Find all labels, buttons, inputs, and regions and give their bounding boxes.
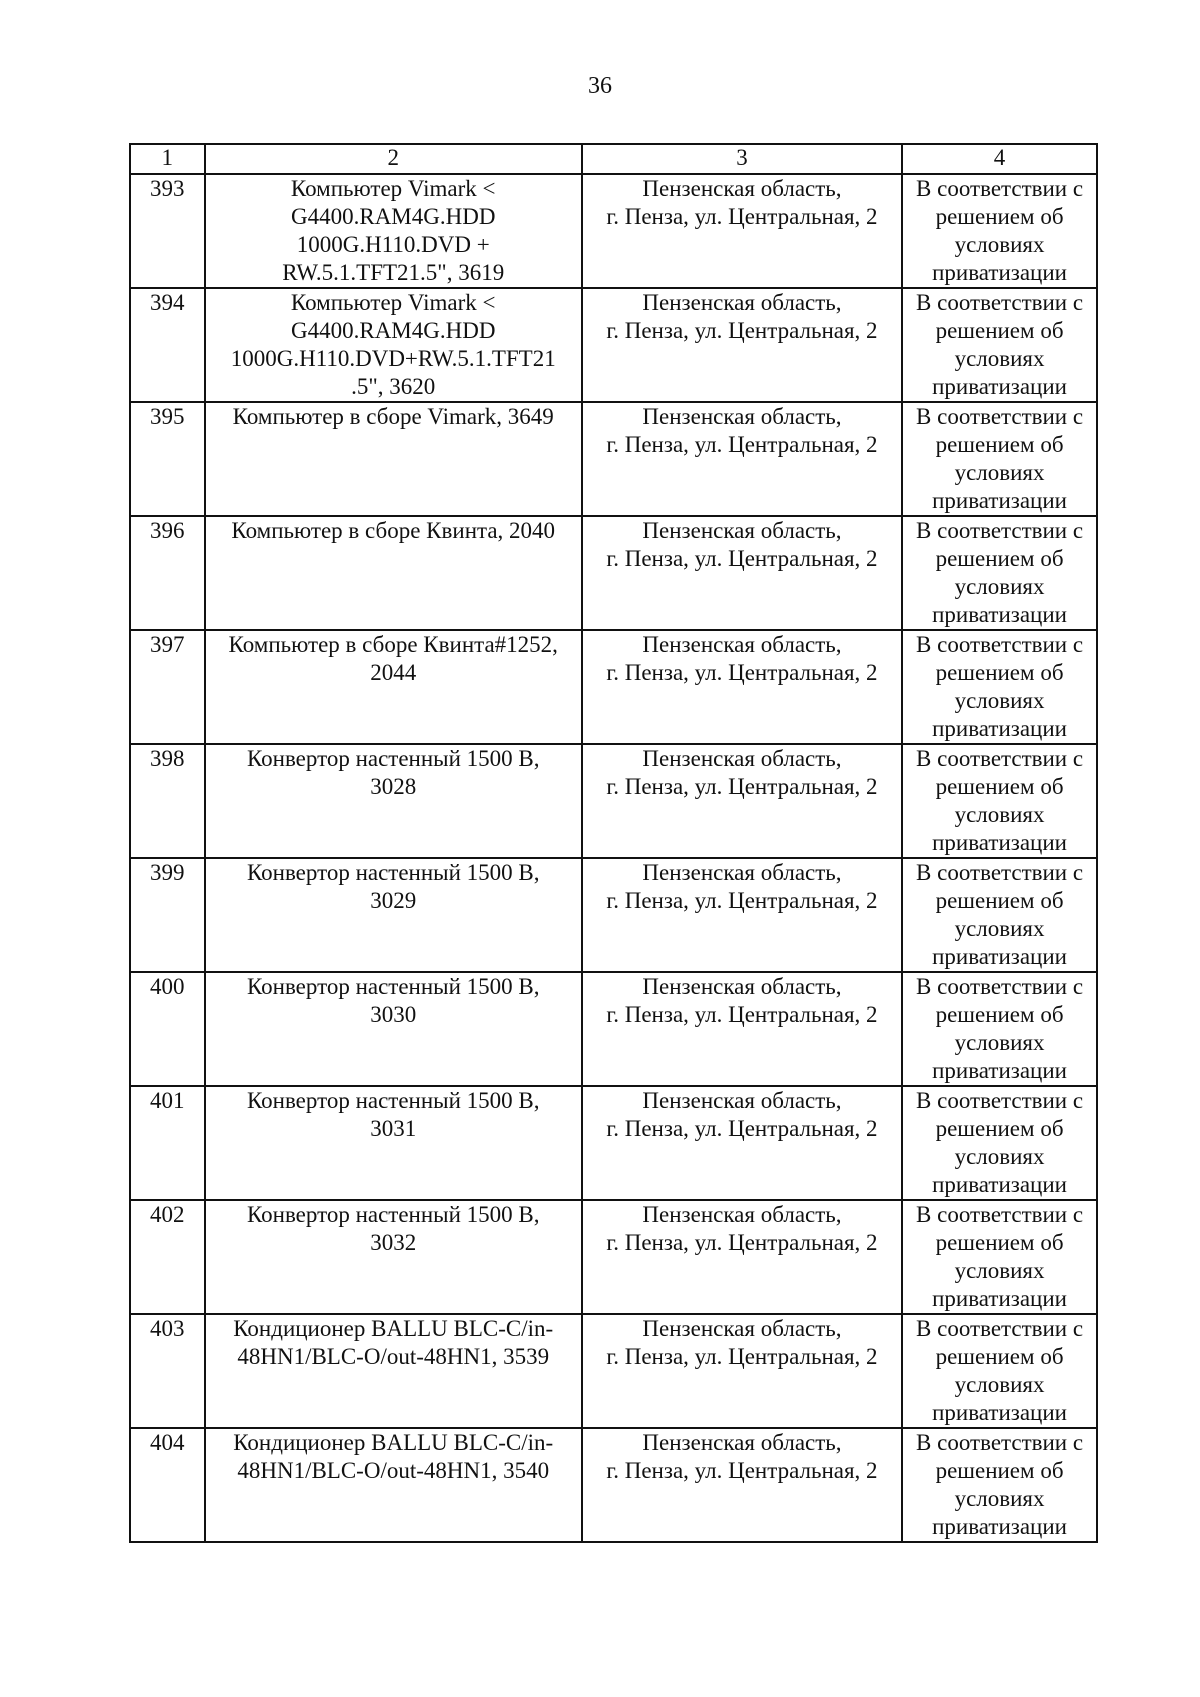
- condition-cell: [902, 744, 1097, 858]
- page-number: 36: [588, 73, 612, 99]
- condition-cell: [902, 1200, 1097, 1314]
- row-number-cell: [130, 1314, 205, 1428]
- location-cell: [582, 1086, 902, 1200]
- row-number-cell-text: 395: [150, 404, 185, 429]
- row-number-cell-text: 398: [150, 746, 185, 771]
- table-row: [130, 174, 1097, 288]
- item-name-cell-text: Компьютер в сборе Квинта, 2040: [231, 518, 556, 543]
- item-name-cell: [205, 1428, 582, 1542]
- row-number-cell: [130, 174, 205, 288]
- item-name-cell-text: Конвертор настенный 1500 В, 3031: [246, 1088, 540, 1141]
- condition-cell-text: В соответствии с решением об условиях приватизации: [916, 290, 1084, 399]
- item-name-cell: [205, 1314, 582, 1428]
- row-number-cell-text: 399: [150, 860, 185, 885]
- condition-cell-text: В соответствии с решением об условиях приватизации: [916, 1430, 1084, 1539]
- item-name-cell: [205, 1086, 582, 1200]
- item-name-cell-text: Конвертор настенный 1500 В, 3032: [246, 1202, 540, 1255]
- table-row: [130, 1200, 1097, 1314]
- table-row: [130, 1314, 1097, 1428]
- column-header-2: 2: [205, 144, 582, 174]
- row-number-cell: [130, 972, 205, 1086]
- location-cell: [582, 1428, 902, 1542]
- location-cell-text: Пензенская область, г. Пенза, ул. Центральная, 2: [606, 290, 878, 343]
- row-number-cell-text: 404: [150, 1430, 185, 1455]
- item-name-cell: [205, 174, 582, 288]
- condition-cell-text: В соответствии с решением об условиях приватизации: [916, 1088, 1084, 1197]
- condition-cell-text: В соответствии с решением об условиях приватизации: [916, 1316, 1084, 1425]
- location-cell-text: Пензенская область, г. Пенза, ул. Центральная, 2: [606, 1430, 878, 1483]
- item-name-cell: [205, 1200, 582, 1314]
- table-row: [130, 516, 1097, 630]
- item-name-cell: [205, 630, 582, 744]
- row-number-cell: [130, 1086, 205, 1200]
- condition-cell: [902, 402, 1097, 516]
- location-cell-text: Пензенская область, г. Пенза, ул. Центральная, 2: [606, 518, 878, 571]
- location-cell-text: Пензенская область, г. Пенза, ул. Центральная, 2: [606, 404, 878, 457]
- location-cell-text: Пензенская область, г. Пенза, ул. Центральная, 2: [606, 1088, 878, 1141]
- location-cell: [582, 174, 902, 288]
- item-name-cell-text: Компьютер Vimark < G4400.RAM4G.HDD 1000G.H110.DVD + RW.5.1.TFT21.5", 3619: [282, 176, 505, 285]
- table-row: [130, 630, 1097, 744]
- table-body: [130, 144, 1097, 1542]
- condition-cell: [902, 288, 1097, 402]
- condition-cell: [902, 174, 1097, 288]
- location-cell: [582, 288, 902, 402]
- location-cell-text: Пензенская область, г. Пенза, ул. Центральная, 2: [606, 176, 878, 229]
- row-number-cell-text: 397: [150, 632, 185, 657]
- table-header-row: [130, 144, 1097, 174]
- condition-cell: [902, 1428, 1097, 1542]
- item-name-cell: [205, 288, 582, 402]
- property-table: [129, 143, 1098, 1543]
- column-header-3: 3: [582, 144, 902, 174]
- table-row: [130, 402, 1097, 516]
- location-cell: [582, 972, 902, 1086]
- item-name-cell-text: Конвертор настенный 1500 В, 3030: [246, 974, 540, 1027]
- condition-cell-text: В соответствии с решением об условиях приватизации: [916, 176, 1084, 285]
- row-number-cell-text: 403: [150, 1316, 185, 1341]
- condition-cell: [902, 516, 1097, 630]
- location-cell: [582, 1200, 902, 1314]
- table-row: [130, 858, 1097, 972]
- row-number-cell: [130, 402, 205, 516]
- row-number-cell: [130, 1200, 205, 1314]
- item-name-cell: [205, 402, 582, 516]
- row-number-cell-text: 396: [150, 518, 185, 543]
- location-cell: [582, 858, 902, 972]
- item-name-cell: [205, 972, 582, 1086]
- location-cell-text: Пензенская область, г. Пенза, ул. Центральная, 2: [606, 632, 878, 685]
- condition-cell-text: В соответствии с решением об условиях приватизации: [916, 746, 1084, 855]
- row-number-cell-text: 402: [150, 1202, 185, 1227]
- item-name-cell: [205, 744, 582, 858]
- row-number-cell: [130, 516, 205, 630]
- row-number-cell: [130, 630, 205, 744]
- row-number-cell: [130, 744, 205, 858]
- condition-cell-text: В соответствии с решением об условиях приватизации: [916, 632, 1084, 741]
- item-name-cell-text: Конвертор настенный 1500 В, 3029: [246, 860, 540, 913]
- condition-cell-text: В соответствии с решением об условиях приватизации: [916, 518, 1084, 627]
- location-cell-text: Пензенская область, г. Пенза, ул. Центральная, 2: [606, 746, 878, 799]
- condition-cell-text: В соответствии с решением об условиях приватизации: [916, 974, 1084, 1083]
- row-number-cell: [130, 288, 205, 402]
- table-row: [130, 288, 1097, 402]
- row-number-cell-text: 401: [150, 1088, 185, 1113]
- row-number-cell-text: 393: [150, 176, 185, 201]
- item-name-cell: [205, 858, 582, 972]
- table-row: [130, 972, 1097, 1086]
- location-cell-text: Пензенская область, г. Пенза, ул. Центральная, 2: [606, 1316, 878, 1369]
- location-cell: [582, 402, 902, 516]
- row-number-cell: [130, 858, 205, 972]
- condition-cell-text: В соответствии с решением об условиях приватизации: [916, 860, 1084, 969]
- item-name-cell-text: Компьютер Vimark < G4400.RAM4G.HDD 1000G.H110.DVD+RW.5.1.TFT21 .5", 3620: [230, 290, 556, 399]
- table-row: [130, 1086, 1097, 1200]
- location-cell: [582, 1314, 902, 1428]
- row-number-cell: [130, 1428, 205, 1542]
- table-row: [130, 1428, 1097, 1542]
- item-name-cell-text: Кондиционер BALLU BLC-C/in- 48HN1/BLC-O/out-48HN1, 3540: [233, 1430, 554, 1483]
- location-cell: [582, 744, 902, 858]
- column-header-1: 1: [130, 144, 205, 174]
- condition-cell: [902, 1086, 1097, 1200]
- condition-cell-text: В соответствии с решением об условиях приватизации: [916, 1202, 1084, 1311]
- item-name-cell-text: Компьютер в сборе Квинта#1252, 2044: [228, 632, 558, 685]
- location-cell: [582, 630, 902, 744]
- condition-cell: [902, 630, 1097, 744]
- row-number-cell-text: 400: [150, 974, 185, 999]
- location-cell-text: Пензенская область, г. Пенза, ул. Центральная, 2: [606, 860, 878, 913]
- condition-cell: [902, 972, 1097, 1086]
- table-row: [130, 744, 1097, 858]
- condition-cell-text: В соответствии с решением об условиях приватизации: [916, 404, 1084, 513]
- location-cell: [582, 516, 902, 630]
- column-header-4: 4: [902, 144, 1097, 174]
- condition-cell: [902, 1314, 1097, 1428]
- condition-cell: [902, 858, 1097, 972]
- item-name-cell-text: Кондиционер BALLU BLC-C/in- 48HN1/BLC-O/out-48HN1, 3539: [233, 1316, 554, 1369]
- location-cell-text: Пензенская область, г. Пенза, ул. Центральная, 2: [606, 1202, 878, 1255]
- item-name-cell-text: Компьютер в сборе Vimark, 3649: [232, 404, 554, 429]
- item-name-cell-text: Конвертор настенный 1500 В, 3028: [246, 746, 540, 799]
- item-name-cell: [205, 516, 582, 630]
- row-number-cell-text: 394: [150, 290, 185, 315]
- location-cell-text: Пензенская область, г. Пенза, ул. Центральная, 2: [606, 974, 878, 1027]
